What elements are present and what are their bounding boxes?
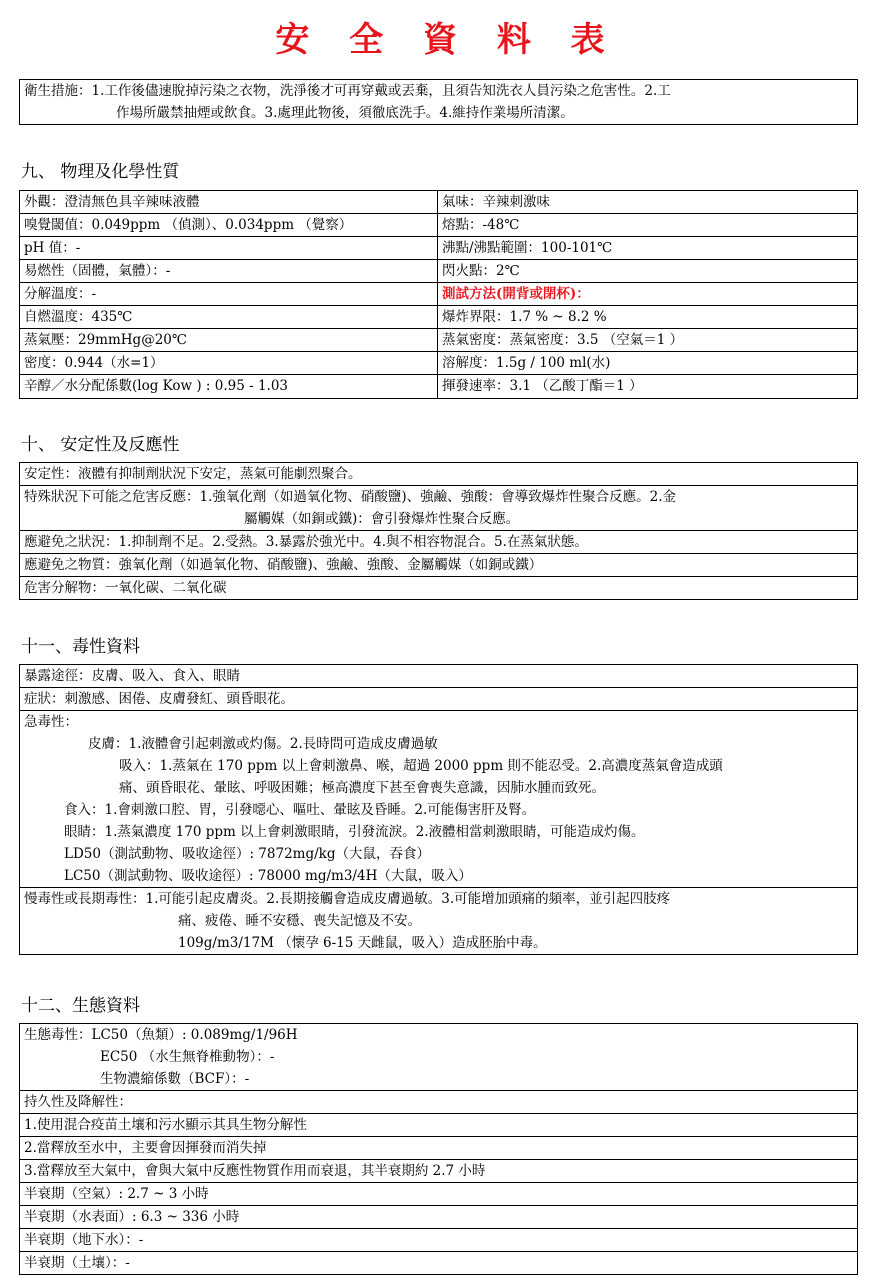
property-left: 分解溫度：- [20,283,438,306]
ld50: LD50（測試動物、吸收途徑）: 7872mg/kg（大鼠，吞食） [64,846,430,862]
half-life-groundwater: 半衰期（地下水）：- [20,1229,857,1252]
toxicity-table [19,664,858,955]
section-11-heading: 十一、毒性資料 [21,637,140,657]
exposure-routes: 暴露途徑：皮膚、吸入、食入、眼睛 [20,665,857,688]
property-left: 外觀：澄清無色具辛辣味液體 [20,191,438,214]
hazardous-reactions: 特殊狀況下可能之危害反應：1.強氧化劑（如過氧化物、硝酸鹽)、強鹼、強酸：會導致爆炸性聚合反應。2.金 屬觸媒（如銅或鐵)：會引發爆炸性聚合反應。 [20,486,857,531]
persistence-item: 2.當釋放至水中，主要會因揮發而消失掉 [20,1137,857,1160]
property-left: 易燃性（固體，氣體）：- [20,260,438,283]
half-life-water-surface: 半衰期（水表面）: 6.3 ~ 336 小時 [20,1206,857,1229]
property-left: pH 值：- [20,237,438,260]
conditions-to-avoid: 應避免之狀況：1.抑制劑不足。2.受熱。3.暴露於強光中。4.與不相容物混合。5.在蒸氣狀態。 [20,531,857,554]
acute-skin: 皮膚：1.液體會引起刺激或灼傷。2.長時問可造成皮膚過敏 [88,736,438,752]
half-life-air: 半衰期（空氣）: 2.7 ~ 3 小時 [20,1183,857,1206]
section-10-heading: 十、 安定性及反應性 [21,435,180,455]
persistence-label: 持久性及降解性： [20,1091,857,1114]
section-9-heading: 九、 物理及化學性質 [21,162,180,182]
hygiene-measures: 衛生措施：1.工作後儘速脫掉污染之衣物，洗淨後才可再穿戴或丟棄，且須告知洗衣人員污染之危害性。2.工 作場所嚴禁抽煙或飲食。3.處理此物後，須徹底洗手。4.維持作業場所清潔。 [24,83,671,121]
stability-table [19,462,858,600]
property-right: 熔點：-48℃ [438,214,857,237]
section-12-heading: 十二、生態資料 [21,996,140,1016]
ecotoxicity: 生態毒性：LC50（魚類）: 0.089mg/1/96H EC50 （水生無脊椎動物）：- 生物濃縮係數（BCF）：- [20,1024,857,1091]
acute-toxicity: 急毒性： 皮膚：1.液體會引起刺激或灼傷。2.長時問可造成皮膚過敏 吸入：1.蒸氣在 170 ppm 以上會刺激鼻、喉，超過 2000 ppm 則不能忍受。2.高濃度蒸氣會造成頭 痛、頭昏眼花、暈眩、呼吸困難；極高濃度下甚至會喪失意識，因肺水腫而致死。 食入：1.會刺激口腔、胃，引發噁心、嘔吐、暈眩及昏睡。2.可能傷害肝及腎。 眼睛：1.蒸氣濃度 170 ppm 以上會刺激眼睛，引發流淚。2.液體相當刺激眼睛，可能造成灼傷。 LD50（測試動物、吸收途徑）: 7872mg/kg（大鼠，吞食） LC50（測試動物、吸收途徑）: 78000 mg/m3/4H（大鼠，吸入） [20,711,857,888]
chronic-toxicity: 慢毒性或長期毒性：1.可能引起皮膚炎。2.長期接觸會造成皮膚過敏。3.可能增加頭痛的頻率，並引起四肢疼 痛、疲倦、睡不安穩、喪失記憶及不安。 109g/m3/17M （懷孕 6-15 天雌鼠，吸入）造成胚胎中毒。 [24,891,671,951]
property-right: 揮發速率：3.1 （乙酸丁酯＝1 ） [442,378,643,394]
property-left: 辛醇／水分配係數(log Kow ) : 0.95 - 1.03 [20,375,438,398]
property-right: 沸點/沸點範圍：100-101℃ [438,237,857,260]
persistence-item: 3.當釋放至大氣中，會與大氣中反應性物質作用而衰退，其半衰期約 2.7 小時 [20,1160,857,1183]
ecology-table [19,1023,858,1275]
hygiene-box [19,79,858,125]
property-left: 密度：0.944（水=1） [20,352,438,375]
acute-inhalation: 吸入：1.蒸氣在 170 ppm 以上會刺激鼻、喉，超過 2000 ppm 則不能忍受。2.高濃度蒸氣會造成頭 [119,758,723,774]
persistence-item: 1.使用混合疫苗土壤和污水顯示其具生物分解性 [20,1114,857,1137]
test-method: 測試方法(開背或閉杯)： [438,283,857,306]
property-left: 嗅覺閾值：0.049ppm （偵測）、0.034ppm （覺察） [20,214,438,237]
property-right: 閃火點：2℃ [438,260,857,283]
stability: 安定性：液體有抑制劑狀況下安定，蒸氣可能劇烈聚合。 [20,463,857,486]
property-right: 蒸氣密度：蒸氣密度：3.5 （空氣＝1 ） [438,329,857,352]
acute-eye: 眼睛：1.蒸氣濃度 170 ppm 以上會刺激眼睛，引發流淚。2.液體相當刺激眼睛，可能造成灼傷。 [64,824,645,840]
half-life-soil: 半衰期（土壤）：- [24,1255,130,1271]
property-left: 自燃溫度：435℃ [20,306,438,329]
physical-chemical-table [19,190,858,399]
property-right: 氣味：辛辣刺激味 [438,191,857,214]
page-title: 安 全 資 料 表 [275,20,619,60]
materials-to-avoid: 應避免之物質：強氧化劑（如過氧化物、硝酸鹽)、強鹼、強酸、金屬觸媒（如銅或鐵） [20,554,857,577]
property-left: 蒸氣壓：29mmHg@20℃ [20,329,438,352]
decomposition-products: 危害分解物：一氧化碳、二氧化碳 [24,580,227,596]
acute-ingestion: 食入：1.會刺激口腔、胃，引發噁心、嘔吐、暈眩及昏睡。2.可能傷害肝及腎。 [64,802,536,818]
property-right: 溶解度：1.5g / 100 ml(水) [438,352,857,375]
symptoms: 症狀：刺激感、困倦、皮膚發紅、頭昏眼花。 [20,688,857,711]
property-right: 爆炸界限：1.7 % ~ 8.2 % [438,306,857,329]
lc50: LC50（測試動物、吸收途徑）: 78000 mg/m3/4H（大鼠，吸入） [64,868,472,884]
